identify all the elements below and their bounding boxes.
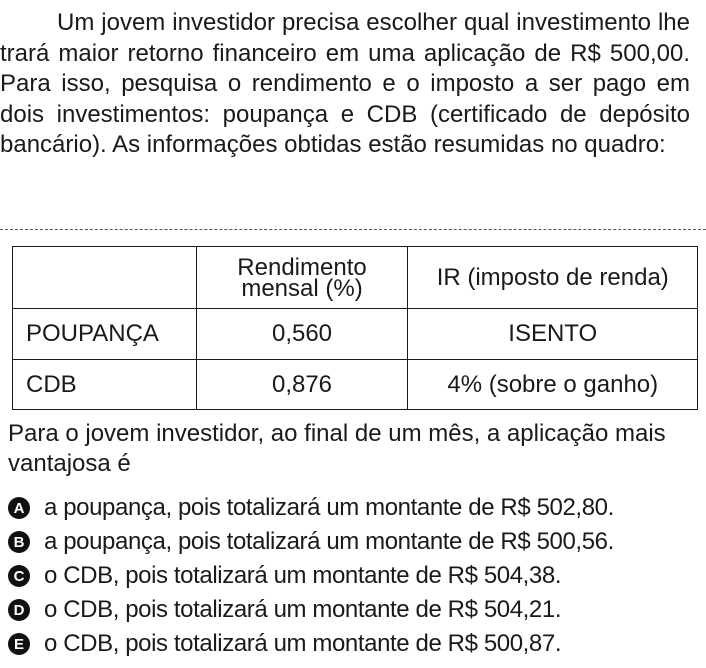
option-c[interactable]: [8, 559, 706, 593]
cell-ir-cdb: 4% (sobre o ganho): [408, 360, 698, 410]
cell-rendimento-cdb: 0,876: [196, 360, 408, 410]
option-b[interactable]: [8, 525, 706, 559]
header-cell-ir: IR (imposto de renda): [408, 247, 698, 309]
option-a[interactable]: [8, 491, 706, 525]
option-letter-badge: D: [8, 599, 30, 621]
intro-paragraph: [0, 8, 690, 161]
cell-ir-poupanca: ISENTO: [408, 309, 698, 360]
option-e[interactable]: [8, 627, 706, 661]
dashed-separator: [0, 229, 706, 230]
option-text: o CDB, pois totalizará um montante de R$ 500,87.: [44, 630, 562, 657]
table-header-row: [13, 247, 698, 309]
row-label-poupanca: POUPANÇA: [13, 309, 197, 360]
investment-table: [12, 246, 698, 410]
option-letter-badge: C: [8, 565, 30, 587]
question-text: Para o jovem investidor, ao final de um mês, a aplicação mais vantajosa é: [8, 420, 666, 477]
row-label-cdb: CDB: [13, 360, 197, 410]
answer-options: [8, 491, 706, 661]
header-cell-rendimento: Rendimento mensal (%): [196, 247, 408, 309]
table-row: [13, 309, 698, 360]
option-letter-badge: A: [8, 497, 30, 519]
header-cell-empty: [13, 247, 197, 309]
option-letter-badge: B: [8, 531, 30, 553]
option-text: o CDB, pois totalizará um montante de R$ 504,38.: [44, 562, 562, 589]
option-letter-badge: E: [8, 633, 30, 655]
cell-rendimento-poupanca: 0,560: [196, 309, 408, 360]
table-row: [13, 360, 698, 410]
option-d[interactable]: [8, 593, 706, 627]
option-text: a poupança, pois totalizará um montante de R$ 500,56.: [44, 528, 614, 555]
option-text: a poupança, pois totalizará um montante de R$ 502,80.: [44, 494, 614, 521]
intro-text: Um jovem investidor precisa escolher qual investimento lhe trará maior retorno financeiro em uma aplicação de R$ 500,00. Para isso, pesquisa o rendimento e o imposto a ser pago em dois investimentos: poupança e CDB (certificado de depósito bancário). As informações obtidas estão resumidas no quadro:: [0, 9, 690, 158]
option-text: o CDB, pois totalizará um montante de R$ 504,21.: [44, 596, 562, 623]
